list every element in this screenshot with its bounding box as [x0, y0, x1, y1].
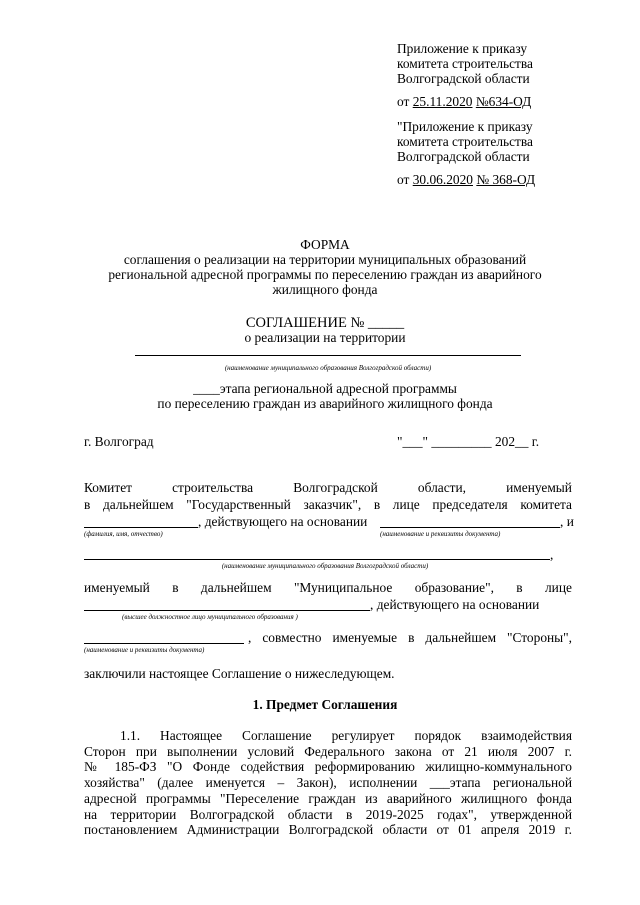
preamble-row-6-end: , действующего на основании: [370, 597, 540, 612]
preamble-row-1: Комитет строительства Волгоградской области, именуемый: [84, 480, 572, 495]
preamble-row-3-end: , и: [560, 514, 574, 529]
municipality-caption: (наименование муниципального образования Волгоградской области): [224, 364, 432, 372]
header-line: Приложение к приказу: [397, 41, 528, 56]
stage-line-2: по переселению граждан из аварийного жилищного фонда: [157, 396, 493, 411]
official-caption: (высшее должностное лицо муниципального образования ): [122, 613, 298, 621]
document-caption: (наименование и реквизиты документа): [380, 530, 501, 538]
preamble-row-3-mid: , действующего на основании: [198, 514, 368, 529]
header-line: "Приложение к приказу: [397, 119, 533, 134]
municipality-blank-line: [135, 355, 521, 356]
attachment-header: [397, 41, 535, 187]
quoted-order-number: № 368-ОД: [476, 172, 536, 187]
order-number: №634-ОД: [475, 94, 532, 109]
document2-blank-line: [84, 643, 244, 644]
order-date-line: от 25.11.2020 №634-ОД: [397, 94, 532, 109]
quoted-order-date: 30.06.2020: [412, 172, 473, 187]
preamble-row-4-end: ,: [550, 547, 554, 562]
document-blank-line: [380, 527, 560, 528]
stage-line-1: ____этапа региональной адресной программы: [193, 381, 457, 396]
preamble-row-5: именуемый в дальнейшем "Муниципальное образование", в лице: [84, 580, 572, 595]
document2-caption: (наименование и реквизиты документа): [84, 646, 205, 654]
agreement-subtitle: о реализации на территории: [244, 330, 406, 345]
section-heading: 1. Предмет Соглашения: [252, 697, 398, 712]
date-template: "___" _________ 202__ г.: [397, 434, 540, 449]
form-title: ФОРМА соглашения о реализации на территории муниципальных образований региональной адресной программы по переселению граждан из аварийного жилищного фонда: [60, 237, 590, 297]
header-line: комитета строительства: [397, 134, 533, 149]
agreement-title: СОГЛАШЕНИЕ № _____: [245, 315, 405, 331]
preamble-row-7-end: , совместно именуемые в дальнейшем "Стороны",: [248, 630, 572, 645]
header-line: Волгоградской области: [397, 71, 530, 86]
fio-caption: (фамилия, имя, отчество): [84, 530, 163, 538]
order-date: 25.11.2020: [412, 94, 473, 109]
header-line: Волгоградской области: [397, 149, 530, 164]
preamble-row-2: в дальнейшем "Государственный заказчик", в лице председателя комитета: [84, 497, 572, 512]
quoted-order-date-line: от 30.06.2020 № 368-ОД: [397, 172, 536, 187]
municipality-name-caption: (наименование муниципального образования Волгоградской области): [221, 562, 429, 570]
municipality-name-blank-line: [84, 559, 550, 560]
city: г. Волгоград: [84, 434, 154, 449]
form-word: ФОРМА: [300, 237, 350, 252]
preamble-row-8: заключили настоящее Соглашение о нижеследующем.: [84, 666, 395, 681]
header-line: комитета строительства: [397, 56, 533, 71]
section-paragraph: 1.1. Настоящее Соглашение регулирует порядок взаимодействия Сторон при выполнении условий Федерального закона от 21 июля 2007 г. № 185-ФЗ "О Фонде содействия реформированию жилищно-коммунального хозяйства" (далее именуется – Закон), исполнении ___этапа региональной адресной программы "Переселение граждан из аварийного жилищного фонда на территории Волгоградской области в 2019-2025 годах", утвержденной постановлением Администрации Волгоградской области от 01 апреля 2019 г.: [84, 728, 572, 838]
fio-blank-line: [84, 527, 198, 528]
official-blank-line: [84, 610, 370, 611]
